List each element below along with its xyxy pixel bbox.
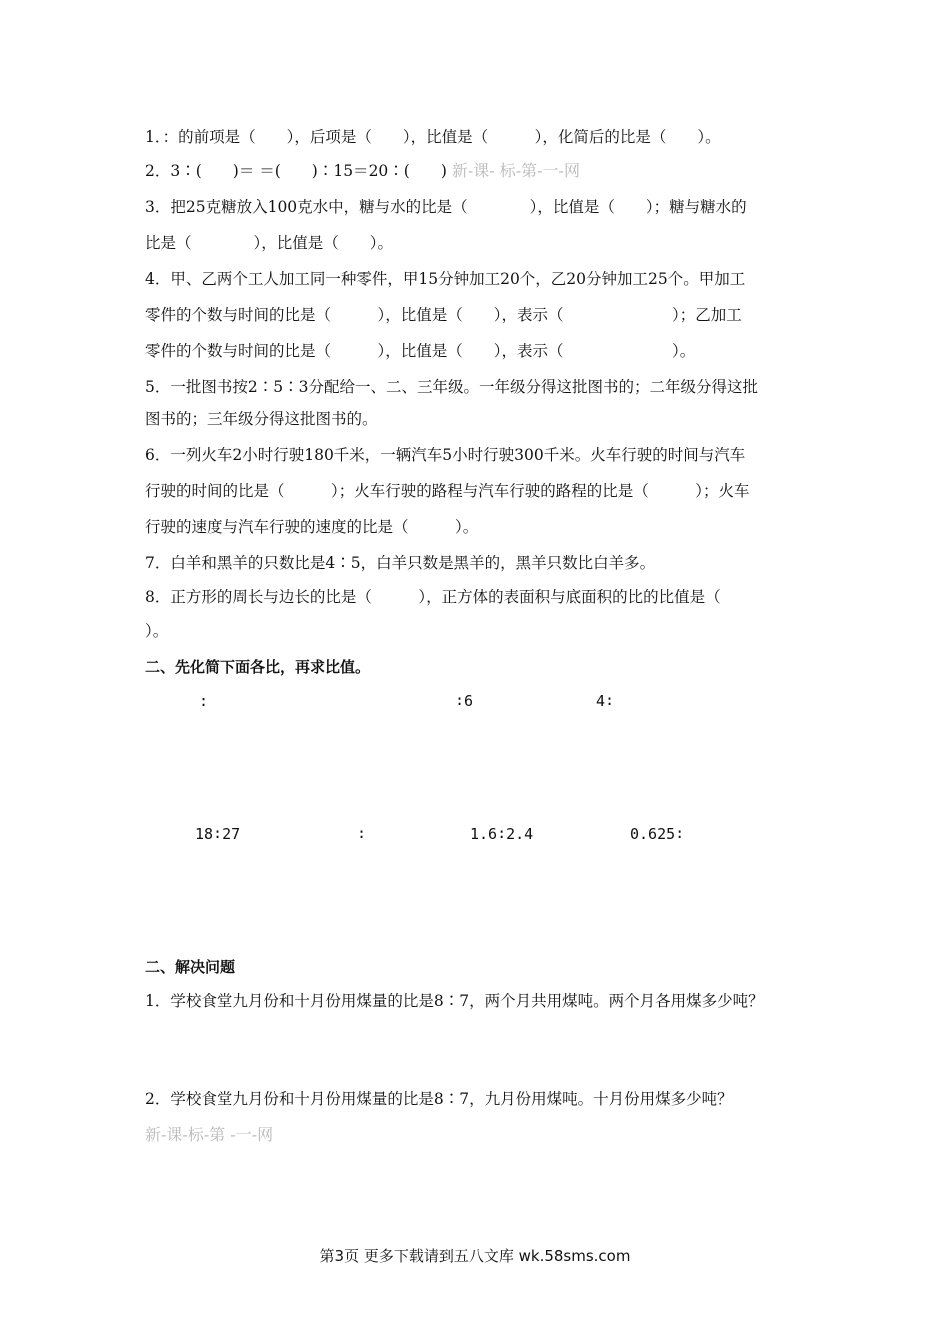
question-8-line-1: 8．正方形的周长与边长的比是（ ），正方体的表面积与底面积的比的比值是（ (145, 588, 721, 606)
question-4-line-1: 4．甲、乙两个工人加工同一种零件，甲15分钟加工20个，乙20分钟加工25个。甲加工 (145, 270, 746, 288)
question-4-line-3: 零件的个数与时间的比是（ ），比值是（ ），表示（ ）。 (145, 342, 696, 360)
problem-2: 2．学校食堂九月份和十月份用煤量的比是8∶7，九月份用煤吨。十月份用煤多少吨？ (145, 1090, 733, 1108)
question-4-line-2: 零件的个数与时间的比是（ ），比值是（ ），表示（ ）；乙加工 (145, 306, 742, 324)
question-8-line-2: ）。 (145, 622, 169, 640)
section-heading-problems: 二、解决问题 (145, 958, 236, 976)
question-1: 1．：的前项是（ ），后项是（ ），比值是（ ），化简后的比是（ ）。 (145, 128, 721, 146)
question-6-line-1: 6．一列火车2小时行驶180千米，一辆汽车5小时行驶300千米。火车行驶的时间与汽车 (145, 446, 746, 464)
question-7: 7．白羊和黑羊的只数比是4∶5，白羊只数是黑羊的，黑羊只数比白羊多。 (145, 554, 656, 572)
question-3-line-2: 比是（ ），比值是（ ）。 (145, 234, 394, 252)
ratio-expression: ∶6 (455, 692, 474, 710)
page-footer: 第3页 更多下载请到五八文库 wk.58sms.com (319, 1247, 631, 1265)
question-6-line-3: 行驶的速度与汽车行驶的速度的比是（ ）。 (145, 518, 479, 536)
section-heading-simplify: 二、先化简下面各比，再求比值。 (145, 658, 371, 676)
question-6-line-2: 行驶的时间的比是（ ）；火车行驶的路程与汽车行驶的路程的比是（ ）；火车 (145, 482, 750, 500)
ratio-expression: ∶ (357, 825, 367, 843)
question-5-line-1: 5．一批图书按2∶5∶3分配给一、二、三年级。一年级分得这批图书的；二年级分得这批 (145, 378, 758, 396)
ratio-expression: 0.625∶ (630, 825, 685, 843)
ratio-expression: 1.6∶2.4 (470, 825, 534, 843)
watermark-text: 新-课-标-第 -一-网 (145, 1125, 274, 1144)
ratio-expression: 4∶ (596, 692, 615, 710)
question-5-line-2: 图书的；三年级分得这批图书的。 (145, 410, 378, 428)
watermark-text: 新-课- 标-第-一-网 (451, 161, 580, 180)
question-3-line-1: 3．把25克糖放入100克水中，糖与水的比是（ ），比值是（ ）；糖与糖水的 (145, 198, 747, 216)
ratio-expression: : (199, 692, 209, 710)
question-2-text: 2．3∶( )＝ ＝( )∶15＝20∶( ) (145, 162, 447, 180)
question-2 (145, 160, 580, 182)
problem-1: 1．学校食堂九月份和十月份用煤量的比是8∶7，两个月共用煤吨。两个月各用煤多少吨？ (145, 992, 764, 1010)
ratio-expression: 18∶27 (195, 825, 241, 843)
